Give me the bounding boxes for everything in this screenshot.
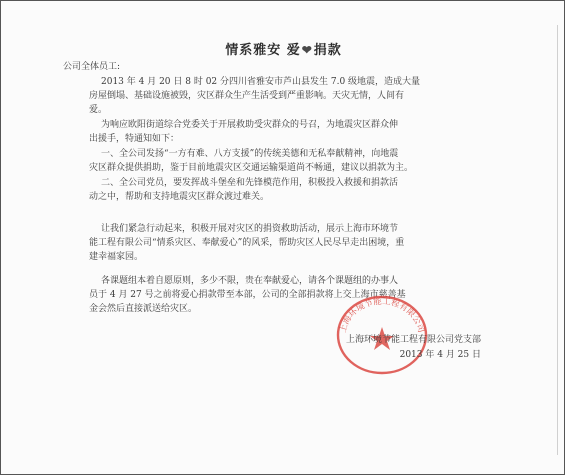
- seal-text: 上海环境节能工程有限公司: [338, 296, 426, 334]
- paragraph-line: 金会然后直接派送给灾区。: [89, 304, 198, 314]
- paragraph-line: 一、全公司发扬“一方有难、八方支援”的传统美德和无私奉献精神，向地震: [101, 149, 399, 159]
- paragraph-line: 灾区群众提供捐助，鉴于目前地震灾区交通运输渠道尚不畅通，建议以捐款为主。: [89, 163, 414, 173]
- paragraph-line: 各课题组本着自愿原则，多少不限，贵在奉献爱心，请各个课题组的办事人: [101, 276, 399, 286]
- svg-text:上海环境节能工程有限公司: [337, 296, 426, 334]
- paragraph-line: 2013 年 4 月 20 日 8 时 02 分四川省雅安市芦山县发生 7.0 级地震，造成大量: [101, 77, 421, 87]
- paragraph-line: 二、全公司党员，要发挥战斗堡垒和先锋模范作用，积极投入救援和捐款活: [101, 178, 399, 188]
- document-title: [1, 39, 565, 58]
- paragraph-line: 动之中，帮助和支持地震灾区群众渡过难关。: [89, 192, 270, 202]
- paragraph-line: 爱。: [89, 105, 108, 115]
- title-text-part1: 情系雅安 爱: [225, 43, 301, 58]
- paragraph-line: 房屋倒塌、基础设施被毁，灾区群众生产生活受到严重影响。天灾无情，人间有: [89, 91, 405, 101]
- signature-org: 上海环境节能工程有限公司党支部: [345, 335, 481, 345]
- paragraph-line: 出援手，特通知如下：: [89, 134, 180, 144]
- salutation: 公司全体员工:: [63, 62, 121, 72]
- title-text-part2: 捐款: [313, 43, 342, 58]
- paragraph-line: 建幸福家园。: [89, 252, 144, 262]
- paragraph-line: 为响应欧阳街道综合党委关于开展救助受灾群众的号召，为地震灾区群众伸: [101, 120, 399, 130]
- paper-edge: [557, 25, 558, 455]
- signature-date: 2013 年 4 月 25 日: [399, 350, 481, 360]
- paragraph-line: 能工程有限公司“情系灾区、奉献爱心”的风采，帮助灾区人民尽早走出困境，重: [89, 238, 405, 248]
- paragraph-line: 让我们紧急行动起来，积极开展对灾区的捐资救助活动，展示上海市环境节: [101, 224, 399, 234]
- heart-icon: ❤: [301, 43, 313, 57]
- paragraph-line: 员于 4 月 27 号之前将爱心捐款带至本部，公司的全部捐款将上交上海市慈善基: [89, 290, 406, 300]
